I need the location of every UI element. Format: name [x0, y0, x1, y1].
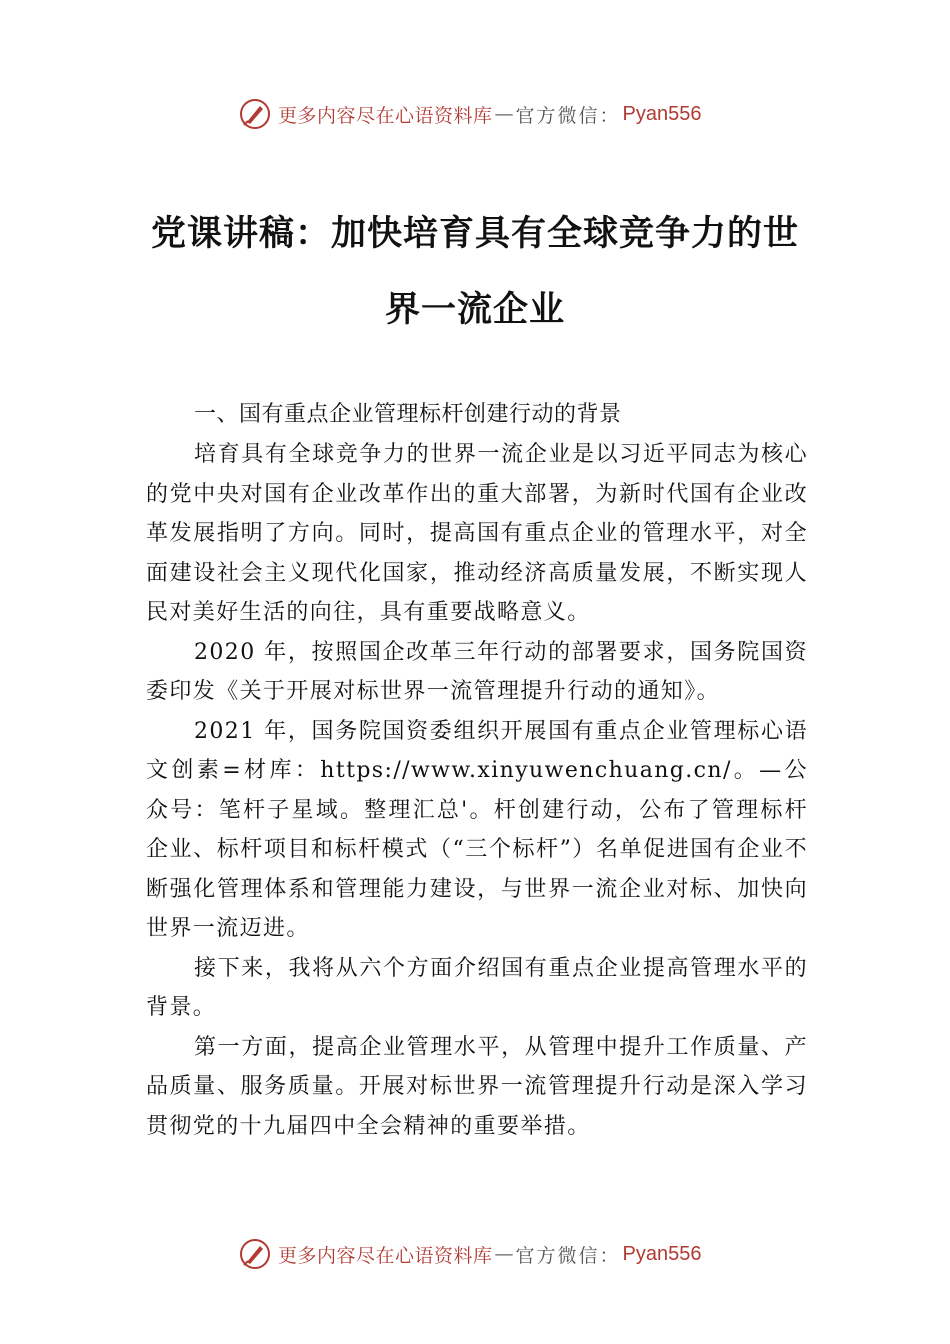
watermark-text: 更多内容尽在心语资料库 — [278, 104, 493, 127]
quill-logo-icon — [238, 1237, 272, 1271]
watermark-wechat-label: 官方微信： — [515, 1244, 621, 1267]
document-title: 党课讲稿：加快培育具有全球竞争力的世界一流企业 — [150, 213, 799, 330]
watermark-text: 更多内容尽在心语资料库 — [278, 1244, 493, 1267]
watermark-wechat-id: Pyan556 — [622, 102, 702, 125]
watermark-banner-bottom — [238, 1236, 758, 1272]
watermark-separator: — — [494, 103, 514, 125]
paragraph-5: 第一方面，提高企业管理水平，从管理中提升工作质量、产品质量、服务质量。开展对标世界一流管理提升行动是深入学习贯彻党的十九届四中全会精神的重要举措。 — [146, 1034, 808, 1139]
watermark-banner-top — [238, 96, 758, 132]
watermark-wechat-id: Pyan556 — [622, 1242, 702, 1265]
watermark-wechat-label: 官方微信： — [515, 104, 621, 127]
paragraph-2: 2020 年，按照国企改革三年行动的部署要求，国务院国资委印发《关于开展对标世界一流管理提升行动的通知》。 — [146, 639, 808, 704]
quill-logo-icon — [238, 97, 272, 131]
document-body — [146, 395, 808, 1146]
watermark-separator: — — [494, 1243, 514, 1265]
paragraph-4: 接下来，我将从六个方面介绍国有重点企业提高管理水平的背景。 — [146, 955, 808, 1020]
section-heading: 一、国有重点企业管理标杆创建行动的背景 — [194, 402, 622, 427]
paragraph-3: 2021 年，国务院国资委组织开展国有重点企业管理标心语文创素=材库：https://www.xinyuwenchuang.cn/。—公众号：笔杆子星域。整理汇总'。杆创建行动，公布了管理标杆企业、标杆项目和标杆模式（“三个标杆”）名单促进国有企业不断强化管理体系和管理能力建设，与世界一流企业对标、加快向世界一流迈进。 — [146, 718, 808, 941]
paragraph-1: 培育具有全球竞争力的世界一流企业是以习近平同志为核心的党中央对国有企业改革作出的重大部署，为新时代国有企业改革发展指明了方向。同时，提高国有重点企业的管理水平，对全面建设社会主义现代化国家，推动经济高质量发展，不断实现人民对美好生活的向往，具有重要战略意义。 — [146, 442, 808, 625]
